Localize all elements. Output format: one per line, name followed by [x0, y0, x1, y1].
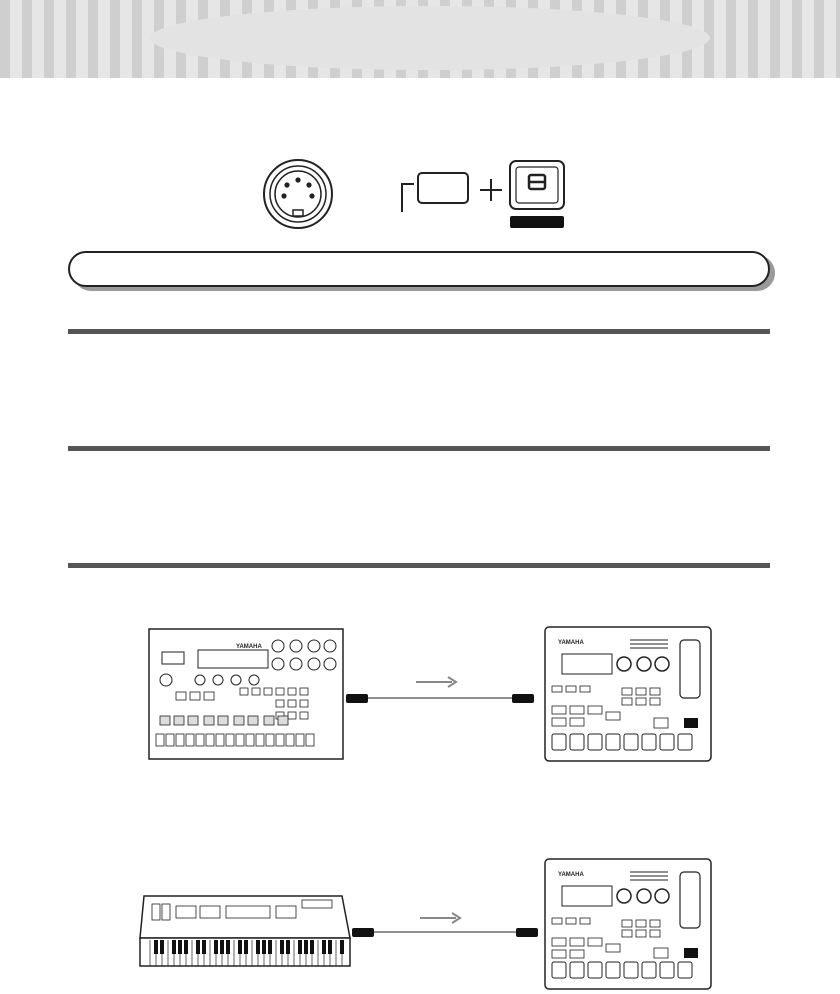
keyboard-device-image — [138, 886, 352, 968]
synthesizer-device-image — [148, 628, 344, 760]
midi-cable-1 — [344, 668, 544, 712]
header-title-oval — [150, 6, 710, 70]
midi-cable-2 — [350, 904, 546, 946]
midi-connector-icon — [262, 158, 334, 230]
section-rule-3 — [68, 563, 770, 568]
groovebox-device-image-2 — [544, 858, 712, 990]
svg-text:YAMAHA: YAMAHA — [558, 640, 584, 646]
svg-text:YAMAHA: YAMAHA — [558, 872, 584, 878]
groovebox-device-image-1 — [544, 626, 712, 762]
plus-icon — [478, 177, 504, 203]
step-button-8-icon — [506, 158, 568, 230]
section-title-box — [68, 251, 770, 287]
svg-text:YAMAHA: YAMAHA — [236, 644, 262, 650]
shift-button-icon — [398, 170, 473, 215]
section-rule-2 — [68, 446, 770, 451]
section-rule-1 — [68, 329, 770, 334]
